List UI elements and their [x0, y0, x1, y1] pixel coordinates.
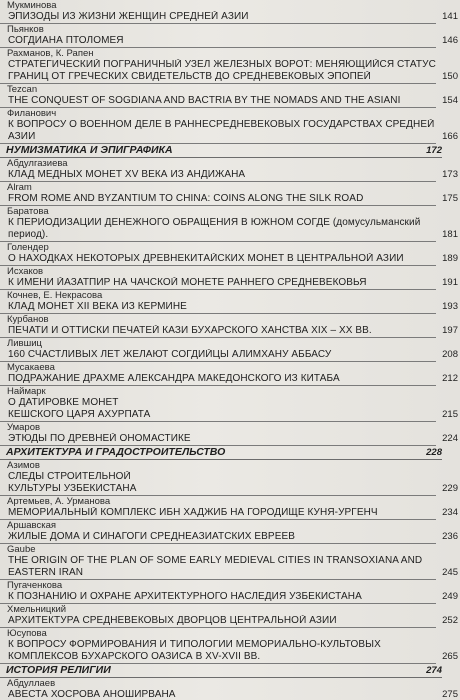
entry-author: Абдуллаев: [7, 678, 56, 689]
entry-page-number: 245: [442, 567, 458, 578]
entry-title-line: КЛАД МОНЕТ XII ВЕКА ИЗ КЕРМИНЕ: [8, 301, 187, 312]
entry-page-number: 249: [442, 591, 458, 602]
entry-author: Умаров: [7, 422, 41, 433]
entry-title-line: О НАХОДКАХ НЕКОТОРЫХ ДРЕВНЕКИТАЙСКИХ МОНЕТ В ЦЕНТРАЛЬНОЙ АЗИИ: [8, 253, 404, 264]
entry-author: Пьянков: [7, 24, 44, 35]
entry-title-line: 160 СЧАСТЛИВЫХ ЛЕТ ЖЕЛАЮТ СОГДИЙЦЫ АЛИМХАНУ АББАСУ: [8, 349, 332, 360]
entry-title-line: КЕШСКОГО ЦАРЯ АХУРПАТА: [8, 409, 151, 420]
entry-title-line: THE CONQUEST OF SOGDIANA AND BACTRIA BY THE NOMADS AND THE ASIANI: [8, 95, 401, 106]
toc-entry: [0, 628, 460, 664]
toc-entry: [0, 158, 460, 182]
toc-entry: [0, 206, 460, 242]
entry-title-line: THE ORIGIN OF THE PLAN OF SOME EARLY MEDIEVAL CITIES IN TRANSOXIANA AND: [8, 555, 423, 566]
entry-title-line: АВЕСТА ХОСРОВА АНОШИРВАНА: [8, 689, 176, 700]
entry-page-number: 265: [442, 651, 458, 662]
entry-page-number: 224: [442, 433, 458, 444]
entry-title-line: К ВОПРОСУ ФОРМИРОВАНИЯ И ТИПОЛОГИИ МЕМОРИАЛЬНО-КУЛЬТОВЫХ: [8, 639, 381, 650]
entry-title-block: [0, 11, 458, 24]
section-heading: [0, 446, 442, 460]
entry-author: Лившиц: [7, 338, 42, 349]
entry-author: Исхаков: [7, 266, 44, 277]
entry-author: Голендер: [7, 242, 49, 253]
entry-title-block: [0, 193, 458, 206]
entry-title-block: [0, 531, 458, 544]
toc-entry: [0, 242, 460, 266]
entry-title-line: СЛЕДЫ СТРОИТЕЛЬНОЙ: [8, 471, 131, 482]
entry-title-line: ЭТЮДЫ ПО ДРЕВНЕЙ ОНОМАСТИКЕ: [8, 433, 191, 444]
entry-author: Абдулгазиева: [7, 158, 68, 169]
entry-title-block: [0, 433, 458, 446]
entry-author: Мукминова: [7, 0, 57, 11]
entry-title-line: КУЛЬТУРЫ УЗБЕКИСТАНА: [8, 483, 137, 494]
entry-title-line: ЭПИЗОДЫ ИЗ ЖИЗНИ ЖЕНЩИН СРЕДНЕЙ АЗИИ: [8, 11, 249, 22]
toc-entry: [0, 422, 460, 446]
entry-page-number: 154: [442, 95, 458, 106]
entry-title-block: [0, 591, 458, 604]
toc-entry: [0, 386, 460, 422]
entry-title-block: [0, 169, 458, 182]
section-page-number: 228: [426, 447, 442, 458]
entry-author: Рахманов, К. Рапен: [7, 48, 94, 59]
entry-author: Пугаченкова: [7, 580, 63, 591]
entry-title-line: ПОДРАЖАНИЕ ДРАХМЕ АЛЕКСАНДРА МАКЕДОНСКОГО ИЗ КИТАБА: [8, 373, 340, 384]
entry-title-line: EASTERN IRAN: [8, 567, 84, 578]
entry-author: Курбанов: [7, 314, 49, 325]
toc-entry: [0, 266, 460, 290]
entry-page-number: 208: [442, 349, 458, 360]
entry-title-block: [0, 59, 458, 84]
entry-title-block: [0, 555, 458, 580]
entry-author: Хмельницкий: [7, 604, 67, 615]
entry-page-number: 181: [442, 229, 458, 240]
entry-title-line: К ПЕРИОДИЗАЦИИ ДЕНЕЖНОГО ОБРАЩЕНИЯ В ЮЖНОМ СОГДЕ (домусульманский: [8, 217, 421, 228]
entry-title-line: О ДАТИРОВКЕ МОНЕТ: [8, 397, 119, 408]
entry-title-line: К ВОПРОСУ О ВОЕННОМ ДЕЛЕ В РАННЕСРЕДНЕВЕКОВЫХ ГОСУДАРСТВАХ СРЕДНЕЙ: [8, 119, 435, 130]
entry-page-number: 229: [442, 483, 458, 494]
section-title: АРХИТЕКТУРА И ГРАДОСТРОИТЕЛЬСТВО: [6, 446, 226, 458]
toc-entry: [0, 362, 460, 386]
entry-page-number: 236: [442, 531, 458, 542]
entry-title-line: К ИМЕНИ ЙАЗАТПИР НА ЧАЧСКОЙ МОНЕТЕ РАННЕГО СРЕДНЕВЕКОВЬЯ: [8, 277, 367, 288]
entry-title-line: ЖИЛЫЕ ДОМА И СИНАГОГИ СРЕДНЕАЗИАТСКИХ ЕВРЕЕВ: [8, 531, 296, 542]
toc-entry: [0, 84, 460, 108]
section-heading: [0, 144, 442, 158]
toc-entry: [0, 460, 460, 496]
toc-entry: [0, 604, 460, 628]
entry-title-block: [0, 253, 458, 266]
entry-title-block: [0, 639, 458, 664]
entry-title-block: [0, 95, 458, 108]
section-title: НУМИЗМАТИКА И ЭПИГРАФИКА: [6, 144, 173, 156]
toc-entry: [0, 338, 460, 362]
toc-entry: [0, 0, 460, 24]
toc-entry: [0, 290, 460, 314]
toc-entry: [0, 24, 460, 48]
entry-title-block: [0, 507, 458, 520]
entry-author: Alram: [7, 182, 32, 193]
toc-entry: [0, 182, 460, 206]
entry-title-block: [0, 325, 458, 338]
entry-title-line: КОМПЛЕКСОВ БУХАРСКОГО ОАЗИСА В XV-XVII ВВ.: [8, 651, 261, 662]
entry-title-line: АРХИТЕКТУРА СРЕДНЕВЕКОВЫХ ДВОРЦОВ ЦЕНТРАЛЬНОЙ АЗИИ: [8, 615, 337, 626]
entry-title-block: [0, 397, 458, 422]
entry-page-number: 189: [442, 253, 458, 264]
entry-page-number: 191: [442, 277, 458, 288]
entry-title-line: FROM ROME AND BYZANTIUM TO CHINA: COINS ALONG THE SILK ROAD: [8, 193, 364, 204]
entry-title-line: ГРАНИЦ ОТ ГРЕЧЕСКИХ СВИДЕТЕЛЬСТВ ДО СРЕДНЕВЕКОВЫХ ЭПОПЕЙ: [8, 71, 371, 82]
entry-page-number: 166: [442, 131, 458, 142]
entry-title-line: МЕМОРИАЛЬНЫЙ КОМПЛЕКС ИБН ХАДЖИБ НА ГОРОДИЩЕ КУНЯ-УРГЕНЧ: [8, 507, 378, 518]
entry-title-line: КЛАД МЕДНЫХ МОНЕТ XV ВЕКА ИЗ АНДИЖАНА: [8, 169, 246, 180]
entry-title-block: [0, 349, 458, 362]
entry-title-block: [0, 277, 458, 290]
entry-author: Кочнев, Е. Некрасова: [7, 290, 103, 301]
entry-author: Баратова: [7, 206, 49, 217]
entry-page-number: 234: [442, 507, 458, 518]
entry-page-number: 175: [442, 193, 458, 204]
entry-title-line: СТРАТЕГИЧЕСКИЙ ПОГРАНИЧНЫЙ УЗЕЛ ЖЕЛЕЗНЫХ ВОРОТ: МЕНЯЮЩИЙСЯ СТАТУС: [8, 59, 436, 70]
toc-entry: [0, 678, 460, 700]
entry-title-block: [0, 35, 458, 48]
entry-page-number: 193: [442, 301, 458, 312]
section-page-number: 172: [426, 145, 442, 156]
entry-page-number: 197: [442, 325, 458, 336]
entry-page-number: 252: [442, 615, 458, 626]
entry-author: Филанович: [7, 108, 57, 119]
entry-title-line: период).: [8, 229, 49, 240]
entry-title-line: К ПОЗНАНИЮ И ОХРАНЕ АРХИТЕКТУРНОГО НАСЛЕДИЯ УЗБЕКИСТАНА: [8, 591, 362, 602]
entry-title-block: [0, 301, 458, 314]
entry-author: Наймарк: [7, 386, 46, 397]
toc-entry: [0, 520, 460, 544]
entry-title-block: [0, 689, 458, 700]
entry-title-line: СОГДИАНА ПТОЛОМЕЯ: [8, 35, 124, 46]
entry-author: Юсупова: [7, 628, 47, 639]
entry-page-number: 275: [442, 689, 458, 700]
entry-title-block: [0, 615, 458, 628]
entry-author: Азимов: [7, 460, 40, 471]
section-heading: [0, 664, 442, 678]
entry-author: Tezcan: [7, 84, 38, 95]
entry-title-block: [0, 119, 458, 144]
entry-author: Gaube: [7, 544, 36, 555]
entry-title-line: ПЕЧАТИ И ОТТИСКИ ПЕЧАТЕЙ КАЗИ БУХАРСКОГО ХАНСТВА XIX – XX ВВ.: [8, 325, 372, 336]
entry-author: Мусакаева: [7, 362, 55, 373]
entry-title-block: [0, 471, 458, 496]
entry-title-block: [0, 217, 458, 242]
toc-entry: [0, 496, 460, 520]
toc-entry: [0, 314, 460, 338]
entry-page-number: 141: [442, 11, 458, 22]
entry-author: Артемьев, А. Урманова: [7, 496, 111, 507]
entry-page-number: 173: [442, 169, 458, 180]
toc-entry: [0, 544, 460, 580]
entry-title-line: АЗИИ: [8, 131, 36, 142]
entry-page-number: 212: [442, 373, 458, 384]
entry-page-number: 215: [442, 409, 458, 420]
section-title: ИСТОРИЯ РЕЛИГИИ: [6, 664, 111, 676]
entry-page-number: 150: [442, 71, 458, 82]
toc-entry: [0, 108, 460, 144]
section-page-number: 274: [426, 665, 442, 676]
toc-entry: [0, 580, 460, 604]
entry-author: Аршавская: [7, 520, 57, 531]
entry-page-number: 146: [442, 35, 458, 46]
entry-title-block: [0, 373, 458, 386]
toc-entry: [0, 48, 460, 84]
